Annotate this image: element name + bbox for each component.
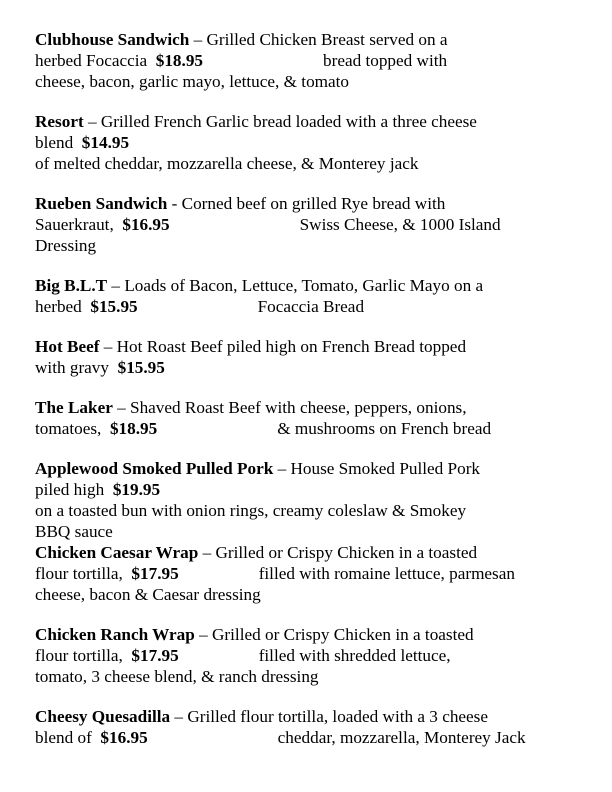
spacer <box>109 358 118 377</box>
menu-item-description: herbed <box>35 296 82 316</box>
menu-item-line <box>35 133 574 154</box>
spacer <box>147 51 156 70</box>
menu-item-line <box>35 51 574 72</box>
menu-item <box>35 398 574 440</box>
menu-item-description: Hot Roast Beef piled high on French Bread topped <box>116 336 467 356</box>
menu-item <box>35 112 574 175</box>
menu-item-price: $16.95 <box>100 727 148 747</box>
menu-item-description: with gravy <box>35 357 109 377</box>
menu-item-description: cheese, bacon, garlic mayo, lettuce, & tomato <box>35 71 350 91</box>
menu-item-line <box>35 728 574 749</box>
menu-item-name: Big B.L.T <box>35 275 108 295</box>
menu-item-separator: – <box>189 30 207 49</box>
menu-item-line <box>35 154 574 175</box>
menu-item-line <box>35 236 574 257</box>
menu-item-description-cont: filled with romaine lettuce, parmesan <box>258 563 515 583</box>
menu-item-line <box>35 398 574 419</box>
menu-item-line <box>35 707 574 728</box>
menu-item-price: $14.95 <box>81 132 130 152</box>
menu-item-description-cont: & mushrooms on French bread <box>277 418 492 438</box>
menu-item-name: Chicken Ranch Wrap <box>35 624 195 644</box>
menu-item-separator: – <box>194 624 213 644</box>
menu-item-name: Chicken Caesar Wrap <box>35 542 199 562</box>
menu-item-description: tomatoes, <box>35 418 102 438</box>
menu-item-description: Corned beef on grilled Rye bread with <box>181 193 446 213</box>
menu-item <box>35 459 574 543</box>
menu-item-separator: – <box>170 706 188 726</box>
menu-item-description: Shaved Roast Beef with cheese, peppers, onions, <box>130 397 467 417</box>
menu-item-separator: – <box>83 111 101 131</box>
menu-item-description: flour tortilla, <box>35 645 123 665</box>
menu-item-description-cont: cheddar, mozzarella, Monterey Jack <box>277 727 526 747</box>
menu-item-separator: – <box>112 397 131 417</box>
menu-item-line <box>35 30 574 51</box>
menu-item-description-cont: filled with shredded lettuce, <box>258 645 451 665</box>
menu-item-description: on a toasted bun with onion rings, creamy coleslaw & Smokey <box>35 500 467 520</box>
menu-item-description: House Smoked Pulled Pork <box>290 458 481 478</box>
menu-item-description: Grilled French Garlic bread loaded with a three cheese <box>100 111 477 131</box>
menu-item-name: Cheesy Quesadilla <box>35 706 171 726</box>
menu-item-description: blend <box>35 132 74 152</box>
menu-item-description: Sauerkraut, <box>35 214 114 234</box>
menu-item <box>35 276 574 318</box>
menu-item-description: Grilled or Crispy Chicken in a toasted <box>215 542 478 562</box>
menu-item-separator: – <box>198 542 216 562</box>
menu-item-line <box>35 501 574 522</box>
menu-item-description: Loads of Bacon, Lettuce, Tomato, Garlic Mayo on a <box>124 275 484 295</box>
menu-item-name: Clubhouse Sandwich <box>35 30 190 49</box>
menu-item-description: blend of <box>35 727 92 747</box>
menu-item-line <box>35 625 574 646</box>
menu-item-line <box>35 480 574 501</box>
menu-item-line <box>35 215 574 236</box>
menu-item-name: Applewood Smoked Pulled Pork <box>35 458 274 478</box>
menu-item-description: flour tortilla, <box>35 563 123 583</box>
menu-item-separator: – <box>273 458 291 478</box>
menu-item-description: herbed Focaccia <box>35 50 148 70</box>
spacer <box>104 480 113 499</box>
menu-item-line <box>35 646 574 667</box>
menu-item-line <box>35 358 574 379</box>
menu-item-description: Grilled or Crispy Chicken in a toasted <box>212 624 474 644</box>
menu-item-name: Resort <box>35 111 84 131</box>
menu-item-price: $16.95 <box>122 214 170 234</box>
menu-item-separator: – <box>99 336 117 356</box>
menu-item-description: tomato, 3 cheese blend, & ranch dressing <box>35 666 319 686</box>
menu-item-line <box>35 522 574 543</box>
menu-item <box>35 543 574 606</box>
menu-item-line <box>35 194 574 215</box>
menu-item <box>35 337 574 379</box>
menu-item-price: $17.95 <box>131 563 179 583</box>
menu-item-price: $18.95 <box>109 418 158 438</box>
menu-item <box>35 30 574 93</box>
menu-item-line <box>35 112 574 133</box>
spacer <box>101 419 110 438</box>
menu-item-line <box>35 564 574 585</box>
menu-item <box>35 707 574 749</box>
menu-item <box>35 625 574 688</box>
menu-item-line <box>35 297 574 318</box>
menu-item-description: Grilled flour tortilla, loaded with a 3 cheese <box>187 706 488 726</box>
menu-item-price: $15.95 <box>90 296 138 316</box>
menu-item-separator: – <box>107 275 125 295</box>
menu-item-line <box>35 72 574 93</box>
menu-item-description: Grilled Chicken Breast served on a <box>206 30 448 49</box>
menu-item-list <box>35 30 574 749</box>
menu-item-price: $18.95 <box>155 50 203 70</box>
menu-item-description-cont: Swiss Cheese, & 1000 Island <box>299 214 501 234</box>
menu-item <box>35 194 574 257</box>
menu-item-line <box>35 543 574 564</box>
menu-item-price: $19.95 <box>112 479 161 499</box>
menu-item-description: of melted cheddar, mozzarella cheese, & Monterey jack <box>35 153 419 173</box>
menu-item-price: $15.95 <box>117 357 165 377</box>
menu-item-line <box>35 337 574 358</box>
menu-item-line <box>35 459 574 480</box>
menu-item-description: cheese, bacon & Caesar dressing <box>35 584 261 604</box>
menu-item-name: Hot Beef <box>35 336 100 356</box>
menu-item-description: Dressing <box>35 235 97 255</box>
menu-item-description: BBQ sauce <box>35 521 113 541</box>
menu-item-separator: - <box>167 193 182 213</box>
menu-item-line <box>35 667 574 688</box>
menu-item-description: piled high <box>35 479 105 499</box>
menu-item-name: The Laker <box>35 397 113 417</box>
menu-item-line <box>35 419 574 440</box>
menu-item-description-cont: Focaccia Bread <box>257 296 365 316</box>
menu-item-price: $17.95 <box>131 645 179 665</box>
menu-item-line <box>35 276 574 297</box>
spacer <box>73 133 82 152</box>
menu-item-description-cont: bread topped with <box>323 50 448 70</box>
menu-item-name: Rueben Sandwich <box>35 193 168 213</box>
menu-item-line <box>35 585 574 606</box>
